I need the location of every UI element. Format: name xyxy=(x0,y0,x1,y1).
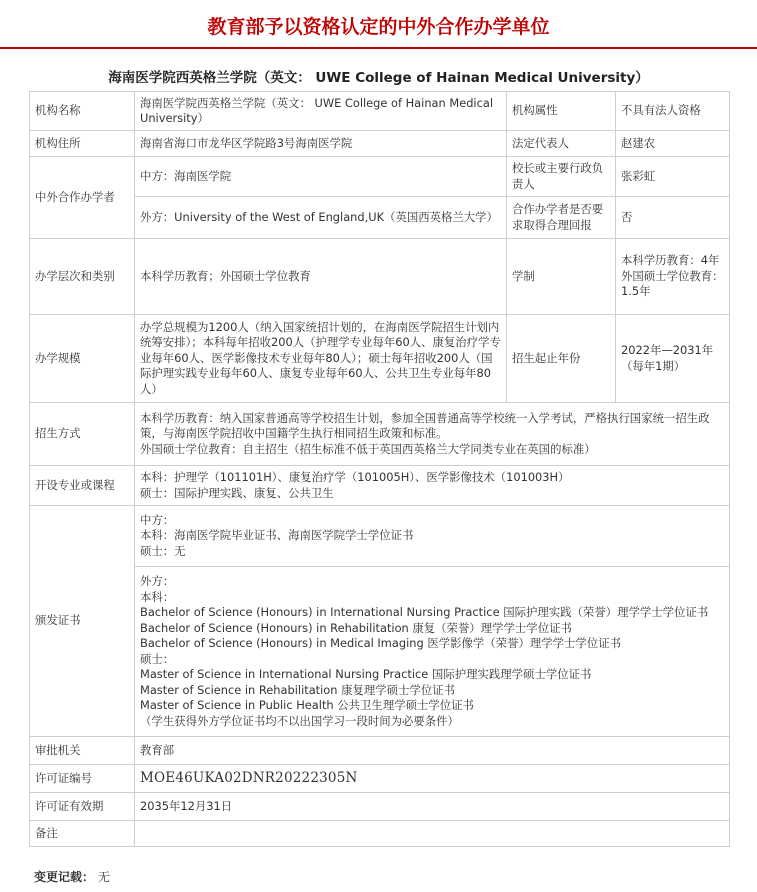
level-label: 办学层次和类别 xyxy=(30,239,135,315)
license-no-value: MOE46UKA02DNR20222305N xyxy=(135,765,730,793)
programs-label: 开设专业或课程 xyxy=(30,466,135,506)
approval-label: 审批机关 xyxy=(30,737,135,765)
title-divider xyxy=(0,47,757,49)
remarks-label: 备注 xyxy=(30,821,135,847)
row-name xyxy=(30,92,730,131)
row-approval xyxy=(30,737,730,765)
partner-foreign: 外方：University of the West of England,UK（英国西英格兰大学） xyxy=(135,197,507,239)
row-cert-cn xyxy=(30,506,730,567)
legal-rep-value: 赵建农 xyxy=(616,131,730,157)
license-no-label: 许可证编号 xyxy=(30,765,135,793)
duration-label: 学制 xyxy=(507,239,616,315)
admission-label: 招生方式 xyxy=(30,403,135,466)
approval-value: 教育部 xyxy=(135,737,730,765)
cert-foreign: 外方： 本科： Bachelor of Science (Honours) in International Nursing Practice 国际护理实践（荣誉）理学学士学位证书 Bachelor of Science (Honours) in Rehabilitation 康复（荣誉）理学学士学位证书 Bachelor of Science (Honours) in Medical Imaging 医学影像学（荣誉）理学学士学位证书 硕士： Master of Science in International Nursing Practice 国际护理实践理学硕士学位证书 Master of Science in Rehabilitation 康复理学硕士学位证书 Master of Science in Public Health 公共卫生理学硕士学位证书 （学生获得外方学位证书均不以出国学习一段时间为必要条件） xyxy=(135,567,730,737)
row-programs xyxy=(30,466,730,506)
row-remarks xyxy=(30,821,730,847)
partner-cn: 中方：海南医学院 xyxy=(135,157,507,197)
principal-label: 校长或主要行政负责人 xyxy=(507,157,616,197)
reasonable-return-label: 合作办学者是否要求取得合理回报 xyxy=(507,197,616,239)
legal-rep-label: 法定代表人 xyxy=(507,131,616,157)
level-value: 本科学历教育；外国硕士学位教育 xyxy=(135,239,507,315)
duration-value: 本科学历教育：4年 外国硕士学位教育：1.5年 xyxy=(616,239,730,315)
row-cert-foreign xyxy=(30,567,730,737)
name-label: 机构名称 xyxy=(30,92,135,131)
attr-value: 不具有法人资格 xyxy=(616,92,730,131)
row-partner-cn xyxy=(30,157,730,197)
name-value: 海南医学院西英格兰学院（英文： UWE College of Hainan Medical University） xyxy=(135,92,507,131)
enroll-period-value: 2022年—2031年（每年1期） xyxy=(616,315,730,403)
change-value: 无 xyxy=(97,870,110,884)
programs-value: 本科：护理学（101101H）、康复治疗学（101005H）、医学影像技术（101003H） 硕士：国际护理实践、康复、公共卫生 xyxy=(135,466,730,506)
row-address xyxy=(30,131,730,157)
certificates-label: 颁发证书 xyxy=(30,506,135,737)
reasonable-return-value: 否 xyxy=(616,197,730,239)
cert-cn: 中方： 本科：海南医学院毕业证书、海南医学院学士学位证书 硕士：无 xyxy=(135,506,730,567)
scale-label: 办学规模 xyxy=(30,315,135,403)
change-label: 变更记载： xyxy=(34,870,95,884)
row-level xyxy=(30,239,730,315)
admission-value: 本科学历教育：纳入国家普通高等学校招生计划，参加全国普通高等学校统一入学考试，严格执行国家统一招生政策，与海南医学院招收中国籍学生执行相同招生政策和标准。 外国硕士学位教育：自主招生（招生标准不低于英国西英格兰大学同类专业在英国的标准） xyxy=(135,403,730,466)
enroll-period-label: 招生起止年份 xyxy=(507,315,616,403)
principal-value: 张彩虹 xyxy=(616,157,730,197)
remarks-value xyxy=(135,821,730,847)
attr-label: 机构属性 xyxy=(507,92,616,131)
license-valid-value: 2035年12月31日 xyxy=(135,793,730,821)
address-label: 机构住所 xyxy=(30,131,135,157)
institution-heading: 海南医学院西英格兰学院（英文： UWE College of Hainan Medical University） xyxy=(108,70,649,86)
row-license-valid xyxy=(30,793,730,821)
row-partner-foreign xyxy=(30,197,730,239)
row-scale xyxy=(30,315,730,403)
license-valid-label: 许可证有效期 xyxy=(30,793,135,821)
institution-info-table xyxy=(29,91,730,847)
change-record xyxy=(34,868,110,885)
row-admission xyxy=(30,403,730,466)
address-value: 海南省海口市龙华区学院路3号海南医学院 xyxy=(135,131,507,157)
partners-label: 中外合作办学者 xyxy=(30,157,135,239)
scale-value: 办学总规模为1200人（纳入国家统招计划的，在海南医学院招生计划内统筹安排）；本科每年招收200人（护理学专业每年60人、康复治疗学专业每年60人、医学影像技术专业每年80人）；硕士每年招收200人（国际护理实践专业每年60人、康复专业每年60人、公共卫生专业每年80人） xyxy=(135,315,507,403)
page-title: 教育部予以资格认定的中外合作办学单位 xyxy=(207,16,550,38)
row-license-no xyxy=(30,765,730,793)
